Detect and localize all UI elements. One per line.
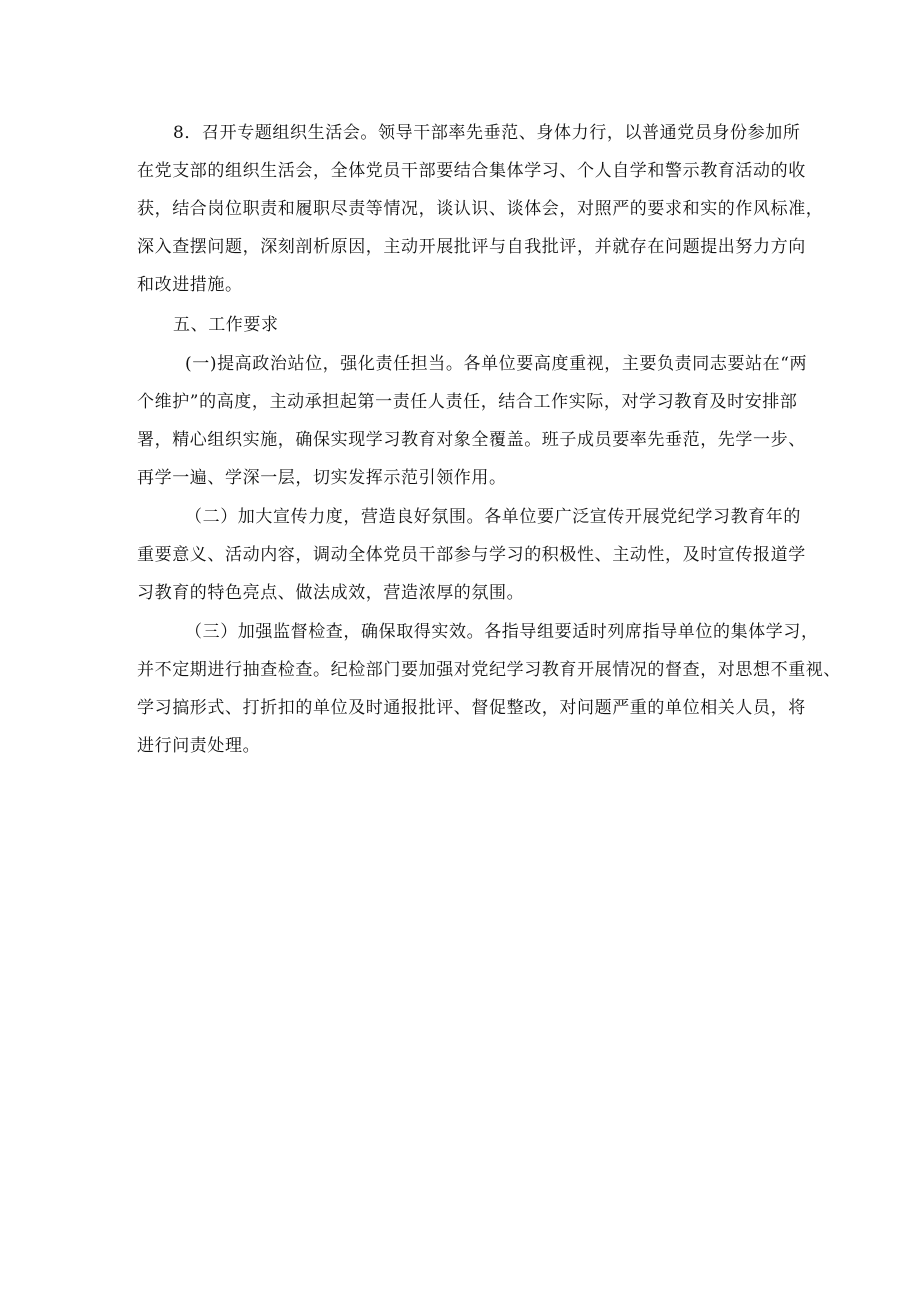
item1-line-3: 署，精心组织实施，确保实现学习教育对象全覆盖。班子成员要率先垂范，先学一步、 <box>137 430 806 450</box>
item2-line-3: 习教育的特色亮点、做法成效，营造浓厚的氛围。 <box>137 583 525 603</box>
item3-line-1: （三）加强监督检查，确保取得实效。各指导组要适时列席指导单位的集体学习， <box>185 622 819 642</box>
section8-line-2: 在党支部的组织生活会，全体党员干部要结合集体学习、个人自学和警示教育活动的收 <box>137 161 806 181</box>
item2-line-1: （二）加大宣传力度，营造良好氛围。各单位要广泛宣传开展党纪学习教育年的 <box>185 507 801 527</box>
section8-line-5: 和改进措施。 <box>137 275 243 295</box>
section8-line-4: 深入查摆问题，深刻剖析原因，主动开展批评与自我批评，并就存在问题提出努力方向 <box>137 237 806 257</box>
item1-line-2: 个维护”的高度，主动承担起第一责任人责任，结合工作实际，对学习教育及时安排部 <box>137 392 798 412</box>
item1-line-1: (一)提高政治站位，强化责任担当。各单位要高度重视，主要负责同志要站在“两 <box>185 354 808 374</box>
item3-line-2: 并不定期进行抽查检查。纪检部门要加强对党纪学习教育开展情况的督查，对思想不重视、 <box>137 660 841 680</box>
item1-line-4: 再学一遍、学深一层，切实发挥示范引领作用。 <box>137 468 507 488</box>
section5-heading: 五、工作要求 <box>173 315 279 335</box>
section8-line-1: 8．召开专题组织生活会。领导干部率先垂范、身体力行，以普通党员身份参加所 <box>173 123 801 143</box>
section8-line-3: 获，结合岗位职责和履职尽责等情况，谈认识、谈体会，对照严的要求和实的作风标准， <box>137 199 824 219</box>
item3-line-4: 进行问责处理。 <box>137 736 261 756</box>
item2-line-2: 重要意义、活动内容，调动全体党员干部参与学习的积极性、主动性，及时宣传报道学 <box>137 545 806 565</box>
item3-line-3: 学习搞形式、打折扣的单位及时通报批评、督促整改，对问题严重的单位相关人员，将 <box>137 698 806 718</box>
